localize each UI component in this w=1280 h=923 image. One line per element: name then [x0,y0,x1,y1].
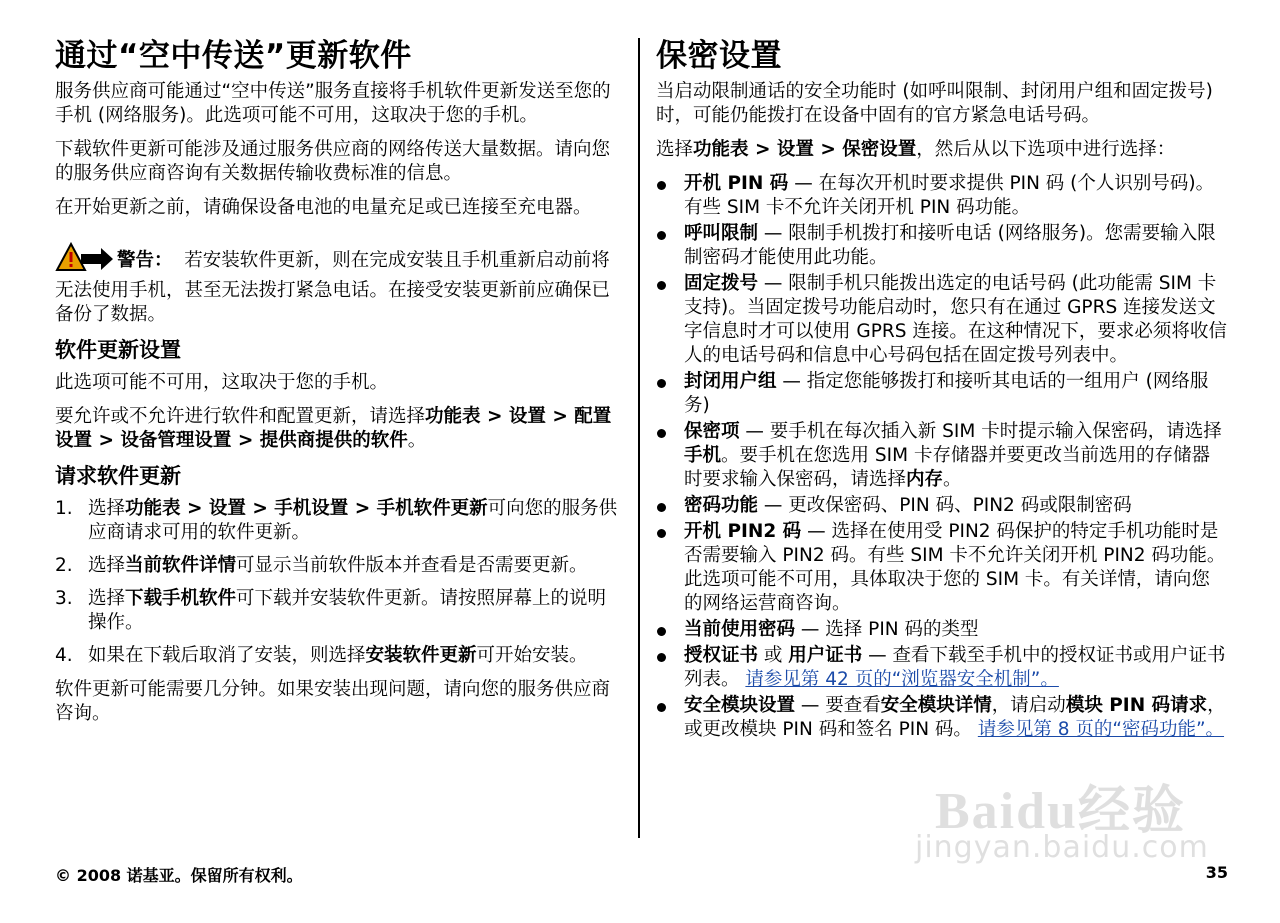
step-text: 可下载并安装软件更新。请按照屏幕上的说明操作。 [88,588,607,633]
list-item [55,554,623,578]
bullet-icon [657,653,666,662]
select-post: ，然后从以下选项中进行选择： [916,139,1176,160]
settings-instructions-pre: 要允许或不允许进行软件和配置更新，请选择 [55,406,426,427]
option-description: — 要查看 [795,695,881,716]
option-description: — 更改保密码、PIN 码、PIN2 码或限制密码 [758,495,1132,516]
option-name: 安全模块设置 [684,695,796,716]
step-menu-path: 功能表 > 设置 > 手机设置 > 手机软件更新 [125,498,488,519]
option-choice: 安全模块详情 [880,695,992,716]
data-charges-paragraph: 下载软件更新可能涉及通过服务供应商的网络传送大量数据。请向您的服务供应商咨询有关数据传输收费标准的信息。 [55,139,611,184]
step-text: 可向您的服务供应商请求可用的软件更新。 [88,498,618,543]
list-item [656,420,1228,492]
step-number: 3. [55,588,73,609]
option-description: 。要手机在您选用 SIM 卡存储器并要更改当前选用的存储器时要求输入保密码，请选择 [684,445,1210,490]
step-text: 可开始安装。 [476,645,588,666]
list-item [656,618,1228,642]
list-item [656,222,1228,270]
option-description: ，或更改模块 PIN 码和签名 PIN 码。 [684,695,1226,740]
closing-paragraph: 软件更新可能需要几分钟。如果安装出现问题，请向您的服务供应商咨询。 [55,679,611,724]
step-number: 2. [55,555,73,576]
request-update-heading: 请求软件更新 [55,464,181,488]
step-text: 选择 [88,498,126,519]
warning-icon [55,242,113,279]
ota-update-title: 通过“空中传送”更新软件 [55,38,412,74]
option-name: 当前使用密码 [684,619,796,640]
step-text: 如果在下载后取消了安装，则选择 [88,645,366,666]
option-description: 。 [943,469,962,490]
option-choice: 模块 PIN 码请求 [1065,695,1208,716]
settings-menu-path: 功能表 > 设置 > 配置设置 > 设备管理设置 > 提供商提供的软件 [55,406,612,451]
list-item [55,644,623,668]
option-name: 封闭用户组 [684,371,777,392]
browser-security-link[interactable]: 请参见第 42 页的“浏览器安全机制”。 [745,669,1059,690]
settings-instructions [55,405,623,453]
ota-intro-paragraph: 服务供应商可能通过“空中传送”服务直接将手机软件更新发送至您的手机 (网络服务)。此选项可能不可用，这取决于您的手机。 [55,81,611,126]
step-menu-path: 当前软件详情 [125,555,237,576]
copyright-footer: © 2008 诺基亚。保留所有权利。 [55,866,303,885]
option-description: 或 [758,645,789,666]
option-description: — 选择在使用受 PIN2 码保护的特定手机功能时是否需要输入 PIN2 码。有些 SIM 卡不允许关闭开机 PIN2 码功能。此选项可能不可用，具体取决于您的 SIM 卡。有关详情，请向您的网络运营商咨询。 [684,521,1226,614]
option-name: 授权证书 [684,645,759,666]
option-description: — 查看下载至手机中的授权证书或用户证书列表。 [684,645,1226,690]
password-function-link[interactable]: 请参见第 8 页的“密码功能”。 [977,719,1225,740]
bullet-icon [657,281,666,290]
option-name: 开机 PIN2 码 [684,521,802,542]
option-choice: 手机 [684,445,722,466]
option-name: 固定拨号 [684,273,759,294]
baidu-watermark [905,768,1235,868]
option-description: — 在每次开机时要求提供 PIN 码 (个人识别号码)。有些 SIM 卡不允许关闭开机 PIN 码功能。 [684,173,1215,218]
step-text: 选择 [88,588,126,609]
option-name: 密码功能 [684,495,759,516]
warning-note [55,230,623,327]
settings-availability: 此选项可能不可用，这取决于您的手机。 [55,372,389,393]
step-menu-path: 安装软件更新 [365,645,477,666]
warning-text: 若安装软件更新，则在完成安装且手机重新启动前将无法使用手机，甚至无法拨打紧急电话。在接受安装更新前应确保已备份了数据。 [55,250,611,325]
security-menu-path: 功能表 > 设置 > 保密设置 [693,139,917,160]
right-column [656,36,1228,744]
bullet-icon [657,503,666,512]
step-text: 可显示当前软件版本并查看是否需要更新。 [236,555,588,576]
left-column [55,36,623,736]
option-choice: 内存 [906,469,944,490]
option-description: ，请启动 [991,695,1066,716]
list-item [656,370,1228,418]
update-settings-heading: 软件更新设置 [55,338,181,362]
column-divider [638,38,640,838]
list-item [656,694,1228,742]
settings-instructions-post: 。 [407,430,427,451]
list-item [656,520,1228,616]
bullet-icon [657,379,666,388]
page-number: 35 [1205,863,1228,882]
security-select-instructions [656,138,1228,162]
option-name: 用户证书 [788,645,863,666]
step-menu-path: 下载手机软件 [125,588,237,609]
option-description: — 限制手机拨打和接听电话 (网络服务)。您需要输入限制密码才能使用此功能。 [684,223,1216,268]
battery-paragraph: 在开始更新之前，请确保设备电池的电量充足或已连接至充电器。 [55,197,592,218]
list-item [55,497,623,545]
option-name: 开机 PIN 码 [684,173,789,194]
list-item [656,644,1228,692]
security-options-list [656,172,1228,742]
bullet-icon [657,429,666,438]
security-settings-title: 保密设置 [656,38,782,74]
bullet-icon [657,181,666,190]
warning-label: 警告： [117,250,173,271]
watermark-brand: Baidu经验 [935,783,1186,840]
option-name: 保密项 [684,421,740,442]
list-item [656,494,1228,518]
option-description: — 要手机在每次插入新 SIM 卡时提示输入保密码，请选择 [739,421,1222,442]
select-pre: 选择 [656,139,694,160]
security-intro-paragraph: 当启动限制通话的安全功能时 (如呼叫限制、封闭用户组和固定拨号) 时，可能仍能拨打在设备中固有的官方紧急电话号码。 [656,81,1213,126]
step-number: 1. [55,498,73,519]
bullet-icon [657,703,666,712]
request-steps-list [55,497,623,668]
bullet-icon [657,231,666,240]
step-number: 4. [55,645,73,666]
list-item [656,272,1228,368]
option-description: — 指定您能够拨打和接听其电话的一组用户 (网络服务) [684,371,1209,416]
option-name: 呼叫限制 [684,223,759,244]
step-text: 选择 [88,555,126,576]
option-description: — 选择 PIN 码的类型 [795,619,979,640]
bullet-icon [657,529,666,538]
bullet-icon [657,627,666,636]
list-item [55,587,623,635]
option-description: — 限制手机只能拨出选定的电话号码 (此功能需 SIM 卡支持)。当固定拨号功能启动时，您只有在通过 GPRS 连接发送文字信息时才可以使用 GPRS 连接。在这种情况下，要求必须将收信人的电话号码和信息中心号码包括在固定拨号列表中。 [684,273,1227,366]
watermark-url: jingyan.baidu.com [915,830,1209,865]
list-item [656,172,1228,220]
